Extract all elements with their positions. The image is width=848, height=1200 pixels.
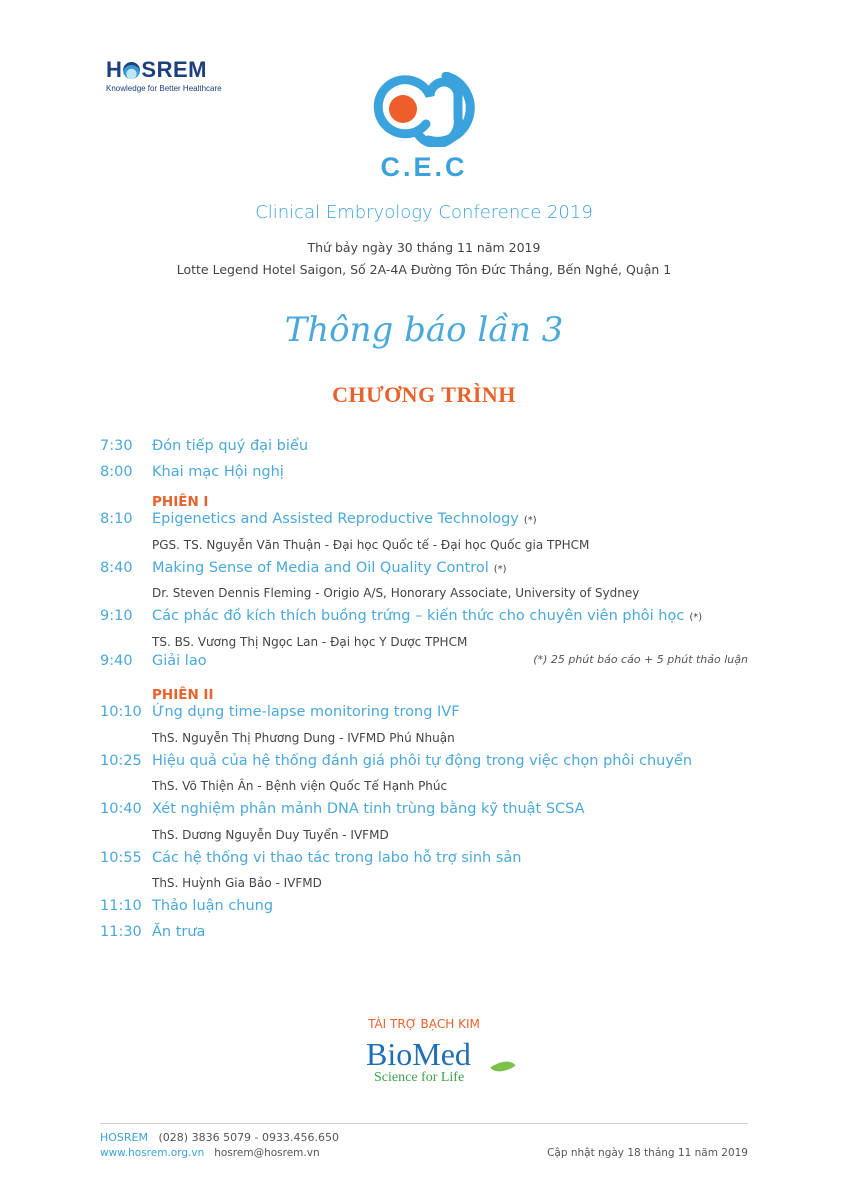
- agenda-title: Ăn trưa: [152, 923, 206, 940]
- agenda-title: Khai mạc Hội nghị: [152, 463, 284, 480]
- hosrem-letters: SREM: [141, 57, 207, 82]
- program-heading: CHƯƠNG TRÌNH: [332, 382, 516, 407]
- cec-logo-icon: [368, 72, 478, 147]
- agenda-item: [100, 898, 760, 924]
- agenda-time: 10:25: [100, 752, 142, 769]
- hosrem-tagline: Knowledge for Better Healthcare: [106, 84, 222, 93]
- agenda-title: Các hệ thống vi thao tác trong labo hỗ trợ sinh sản: [152, 849, 522, 866]
- footnote-marker: (*): [523, 515, 537, 526]
- footer-updated-date: Cập nhật ngày 18 tháng 11 năm 2019: [547, 1147, 748, 1159]
- agenda-time: 10:10: [100, 704, 142, 720]
- agenda-time: 10:55: [100, 849, 142, 866]
- cec-abbreviation: C.E.C: [380, 152, 468, 182]
- agenda-speaker: Dr. Steven Dennis Fleming - Origio A/S, Honorary Associate, University of Sydney: [152, 586, 640, 600]
- agenda-time: 7:30: [100, 438, 133, 454]
- agenda-speaker: PGS. TS. Nguyễn Văn Thuận - Đại học Quốc tế - Đại học Quốc gia TPHCM: [152, 537, 590, 552]
- agenda-item: [100, 850, 760, 876]
- agenda-time: 8:40: [100, 559, 133, 576]
- agenda: [100, 438, 760, 949]
- conference-date: Thứ bảy ngày 30 tháng 11 năm 2019: [307, 240, 541, 255]
- agenda-speaker: ThS. Huỳnh Gia Bảo - IVFMD: [152, 876, 322, 890]
- globe-icon: [123, 62, 140, 79]
- biomed-tagline: Science for Life: [374, 1070, 465, 1085]
- footer-contact: [100, 1131, 339, 1144]
- conference-venue: Lotte Legend Hotel Saigon, Số 2A-4A Đường Tôn Đức Thắng, Bến Nghé, Quận 1: [176, 262, 672, 277]
- agenda-item: [100, 438, 760, 464]
- agenda-time: 10:40: [100, 801, 142, 817]
- agenda-time: 8:10: [100, 511, 133, 527]
- footnote-marker: (*): [493, 563, 507, 575]
- agenda-title: Giải lao: [152, 652, 207, 669]
- biomed-wordmark: BioMed: [366, 1036, 471, 1072]
- agenda-item: [100, 560, 760, 586]
- agenda-item: [100, 511, 760, 537]
- agenda-time: 9:10: [100, 608, 133, 624]
- agenda-time: 9:40: [100, 652, 133, 669]
- cec-logo-dot: [389, 95, 417, 123]
- hosrem-letter-h: H: [106, 57, 123, 82]
- agenda-title: Ứng dụng time-lapse monitoring trong IVF: [152, 704, 460, 720]
- conference-title: Clinical Embryology Conference 2019: [255, 202, 593, 223]
- agenda-title: Making Sense of Media and Oil Quality Control: [152, 559, 489, 576]
- hosrem-wordmark: [106, 58, 236, 82]
- agenda-item: [100, 608, 760, 634]
- footer-website-link[interactable]: www.hosrem.org.vn: [100, 1147, 205, 1159]
- notice-title: Thông báo lần 3: [284, 310, 564, 350]
- agenda-speaker: ThS. Dương Nguyễn Duy Tuyển - IVFMD: [152, 827, 389, 842]
- footnote-note: (*) 25 phút báo cáo + 5 phút thảo luận: [533, 652, 748, 666]
- agenda-item-break: [100, 653, 760, 679]
- agenda-item: [100, 753, 760, 779]
- footnote-marker: (*): [689, 612, 703, 623]
- footer-links: [100, 1147, 320, 1159]
- agenda-speaker: TS. BS. Vương Thị Ngọc Lan - Đại học Y Dược TPHCM: [152, 634, 468, 649]
- footer-org: HOSREM: [100, 1131, 148, 1144]
- agenda-title: Đón tiếp quý đại biểu: [152, 438, 309, 454]
- agenda-speaker: ThS. Võ Thiện Ân - Bệnh viện Quốc Tế Hạnh Phúc: [152, 779, 448, 793]
- agenda-speaker: ThS. Nguyễn Thị Phương Dung - IVFMD Phú Nhuận: [152, 730, 455, 745]
- footer-phone: (028) 3836 5079 - 0933.456.650: [158, 1131, 340, 1144]
- sponsor-label: TÀI TRỢ BẠCH KIM: [368, 1017, 480, 1031]
- agenda-title: Epigenetics and Assisted Reproductive Technology: [152, 511, 519, 527]
- agenda-item: [100, 704, 760, 730]
- agenda-time: 11:10: [100, 898, 142, 914]
- agenda-title: Xét nghiệm phân mảnh DNA tinh trùng bằng kỹ thuật SCSA: [152, 801, 585, 817]
- footer-email-link[interactable]: hosrem@hosrem.vn: [214, 1147, 320, 1159]
- agenda-title: Thảo luận chung: [152, 898, 274, 914]
- agenda-title: Các phác đồ kích thích buồng trứng – kiến thức cho chuyên viên phôi học: [152, 608, 685, 624]
- agenda-title: Hiệu quả của hệ thống đánh giá phôi tự động trong việc chọn phôi chuyển: [152, 752, 693, 769]
- agenda-item: [100, 801, 760, 827]
- agenda-item: [100, 464, 760, 490]
- agenda-item: [100, 924, 760, 950]
- hosrem-logo: [106, 58, 236, 93]
- agenda-time: 11:30: [100, 923, 142, 940]
- footer-divider: [100, 1123, 748, 1124]
- session-label: PHIÊN I: [152, 494, 209, 510]
- session-label: PHIÊN II: [152, 687, 214, 703]
- biomed-logo: [366, 1038, 526, 1098]
- agenda-time: 8:00: [100, 463, 133, 480]
